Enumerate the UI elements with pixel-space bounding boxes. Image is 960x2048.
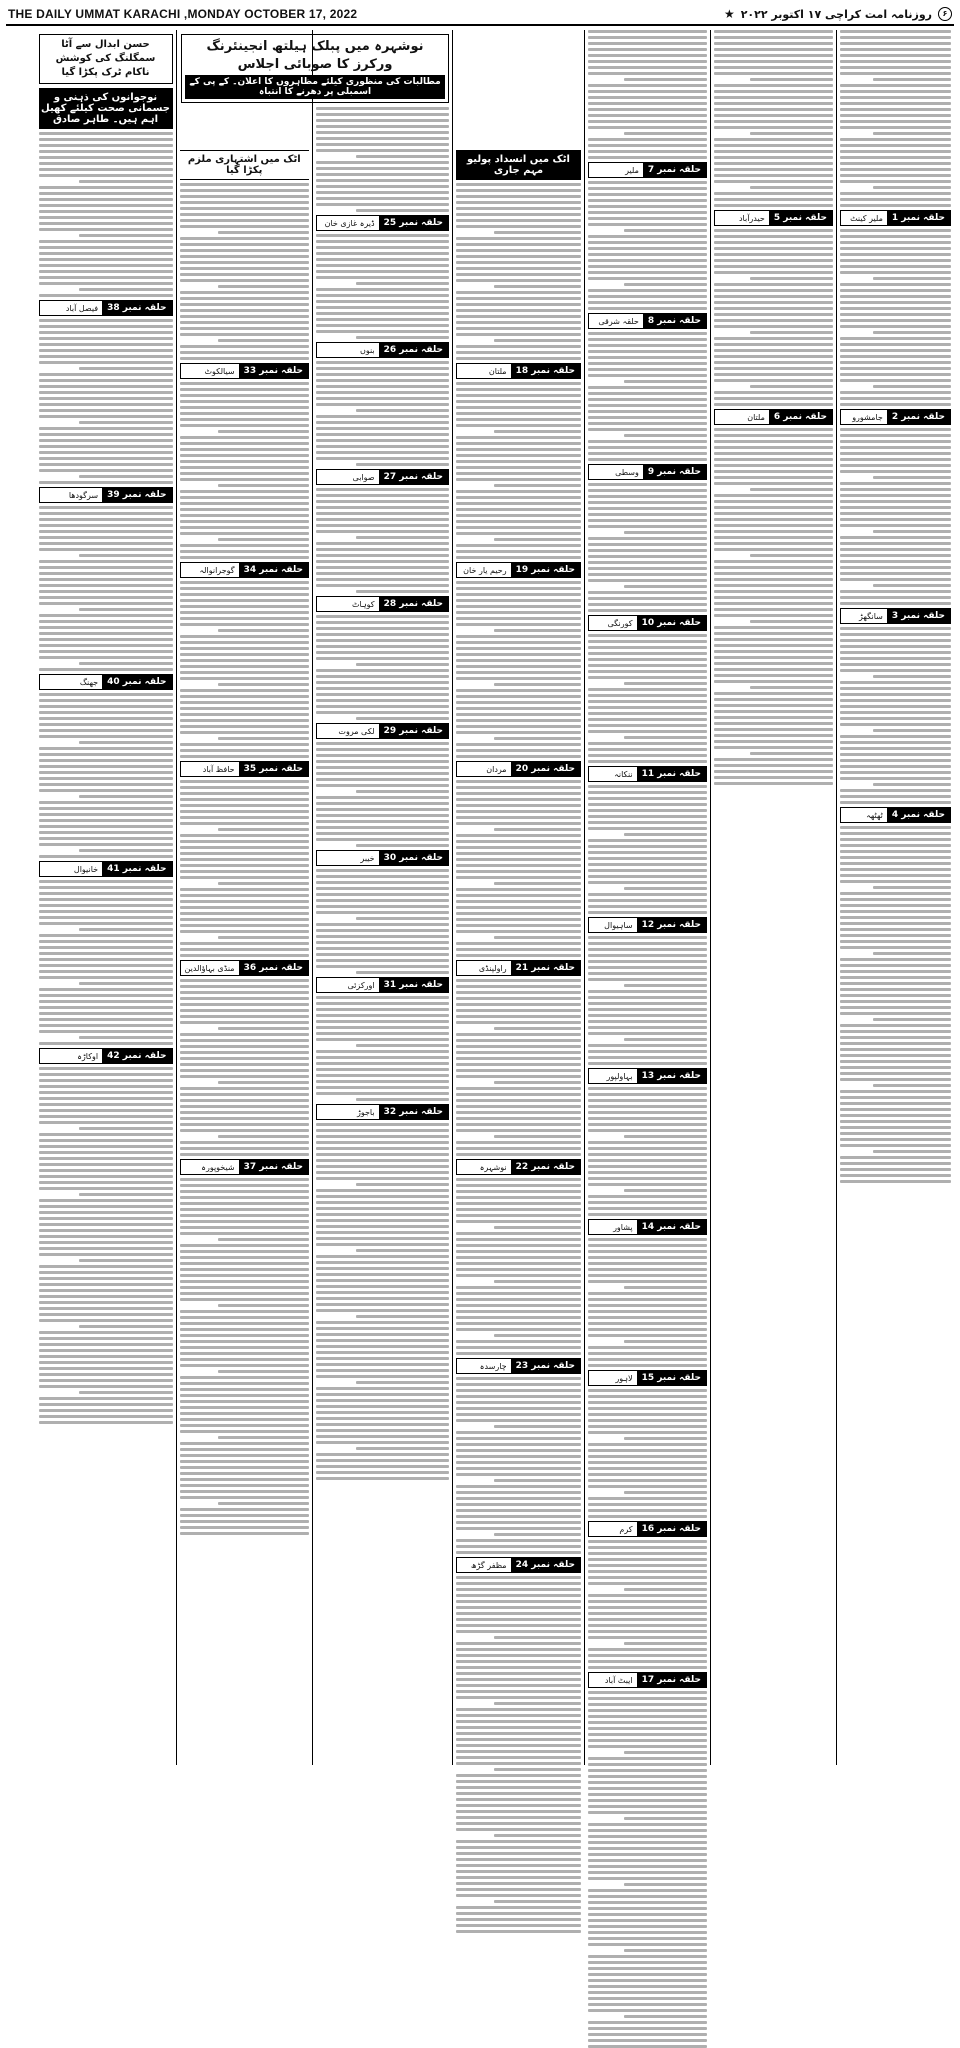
constituency-number: حلقہ نمبر 21 (511, 961, 580, 975)
column-c4 (452, 30, 584, 1765)
constituency-number: حلقہ نمبر 18 (511, 364, 580, 378)
constituency-name: ملتان (488, 366, 507, 376)
constituency-header (588, 1219, 707, 1235)
constituency-header (316, 850, 449, 866)
constituency-number: حلقہ نمبر 34 (239, 563, 308, 577)
constituency-name: جامشورو (852, 412, 883, 422)
constituency-number: حلقہ نمبر 10 (637, 616, 706, 630)
article-text-block (316, 869, 449, 974)
ummat-logo-icon: ۶ (938, 7, 952, 21)
article-text-block (39, 132, 173, 297)
article-text-block (588, 1389, 707, 1518)
article-text-block (714, 229, 833, 406)
article-text-block (180, 780, 310, 957)
article-text-block (456, 382, 581, 559)
constituency-header (39, 861, 173, 877)
constituency-name: گوجرانوالہ (199, 565, 235, 575)
article-text-block (456, 581, 581, 758)
constituency-header (840, 608, 951, 624)
constituency-name: مظفر گڑھ (470, 1560, 507, 1570)
constituency-number: حلقہ نمبر 27 (379, 470, 448, 484)
attock-polio-headline: اٹک میں انسداد پولیو مہم جاری (456, 150, 581, 180)
constituency-name: وسطی (615, 467, 639, 477)
constituency-name: راولپنڈی (478, 963, 507, 973)
constituency-header (180, 960, 310, 976)
constituency-header (840, 409, 951, 425)
constituency-number: حلقہ نمبر 1 (887, 211, 950, 225)
constituency-name: اوکاڑہ (77, 1051, 99, 1061)
constituency-number: حلقہ نمبر 36 (239, 961, 308, 975)
article-text-block (840, 826, 951, 1183)
constituency-header (39, 300, 173, 316)
constituency-header (588, 615, 707, 631)
constituency-header (39, 487, 173, 503)
constituency-number: حلقہ نمبر 2 (887, 410, 950, 424)
constituency-name: ایبٹ آباد (604, 1675, 633, 1685)
article-text-block (456, 1377, 581, 1554)
article-text-block (714, 30, 833, 207)
constituency-header (588, 162, 707, 178)
article-text-block (588, 936, 707, 1065)
article-text-block (316, 234, 449, 339)
constituency-number: حلقہ نمبر 16 (637, 1522, 706, 1536)
main-subheadline: مطالبات کی منظوری کیلئے مظاہروں کا اعلان۔ کے پی کے اسمبلی پر دھرنے کا انتباہ (185, 75, 445, 99)
constituency-header (316, 215, 449, 231)
article-text-block (588, 1238, 707, 1367)
constituency-header (316, 723, 449, 739)
article-text-block (316, 742, 449, 847)
constituency-number: حلقہ نمبر 13 (637, 1069, 706, 1083)
constituency-header (588, 313, 707, 329)
constituency-number: حلقہ نمبر 3 (887, 609, 950, 623)
constituency-number: حلقہ نمبر 24 (511, 1558, 580, 1572)
constituency-name: حافظ آباد (202, 764, 235, 774)
constituency-header (588, 917, 707, 933)
constituency-number: حلقہ نمبر 6 (769, 410, 832, 424)
constituency-number: حلقہ نمبر 33 (239, 364, 308, 378)
constituency-number: حلقہ نمبر 29 (379, 724, 448, 738)
article-text-block (39, 319, 173, 484)
article-text-block (39, 880, 173, 1045)
article-text-block (588, 1691, 707, 2048)
article-text-block (316, 615, 449, 720)
constituency-header (588, 1370, 707, 1386)
constituency-name: چارسدہ (479, 1361, 507, 1371)
constituency-header (316, 977, 449, 993)
constituency-number: حلقہ نمبر 41 (102, 862, 171, 876)
constituency-name: پشاور (613, 1222, 633, 1232)
constituency-number: حلقہ نمبر 37 (239, 1160, 308, 1174)
article-text-block (39, 1067, 173, 1424)
constituency-header (39, 674, 173, 690)
constituency-number: حلقہ نمبر 22 (511, 1160, 580, 1174)
constituency-header (588, 464, 707, 480)
constituency-header (39, 1048, 173, 1064)
constituency-header (714, 210, 833, 226)
constituency-number: حلقہ نمبر 11 (637, 767, 706, 781)
article-text-block (840, 428, 951, 605)
article-text-block (840, 229, 951, 406)
article-text-block (456, 183, 581, 360)
constituency-number: حلقہ نمبر 30 (379, 851, 448, 865)
article-text-block (840, 627, 951, 804)
article-text-block (588, 483, 707, 612)
constituency-number: حلقہ نمبر 35 (239, 762, 308, 776)
article-text-block (456, 979, 581, 1156)
constituency-name: صوابی (352, 472, 375, 482)
constituency-number: حلقہ نمبر 19 (511, 563, 580, 577)
constituency-name: سرگودھا (68, 490, 99, 500)
column-c3 (584, 30, 710, 1765)
column-c2 (710, 30, 836, 1765)
constituency-name: ملیر (625, 165, 639, 175)
constituency-name: شیخوپورہ (201, 1162, 235, 1172)
constituency-header (180, 1159, 310, 1175)
constituency-header (456, 1557, 581, 1573)
article-text-block (588, 30, 707, 159)
masthead-english: THE DAILY UMMAT KARACHI ,MONDAY OCTOBER 17, 2022 (8, 7, 358, 21)
article-text-block (180, 979, 310, 1156)
constituency-name: اورکزئی (347, 980, 375, 990)
article-text-block (180, 1178, 310, 1535)
constituency-name: لاہور (615, 1373, 633, 1383)
constituency-header (456, 562, 581, 578)
article-text-block (588, 181, 707, 310)
constituency-number: حلقہ نمبر 39 (102, 488, 171, 502)
constituency-name: حلقہ شرقی (598, 316, 639, 326)
constituency-name: جھنگ (79, 677, 99, 687)
headline-spacer (180, 30, 310, 100)
article-text-block (316, 361, 449, 466)
constituency-name: باجوڑ (356, 1107, 375, 1117)
constituency-name: ملیر کینٹ (850, 213, 883, 223)
constituency-name: مردان (486, 764, 507, 774)
constituency-name: حیدرآباد (738, 213, 765, 223)
constituency-name: ساہیوال (604, 920, 633, 930)
constituency-number: حلقہ نمبر 38 (102, 301, 171, 315)
constituency-name: بہاولپور (606, 1071, 633, 1081)
constituency-name: سانگھڑ (858, 611, 883, 621)
star-icon: ★ (723, 7, 735, 21)
constituency-name: کورنگی (607, 618, 633, 628)
constituency-header (588, 1521, 707, 1537)
masthead-urdu-wrap (724, 7, 952, 21)
article-text-block (180, 382, 310, 559)
constituency-number: حلقہ نمبر 26 (379, 343, 448, 357)
constituency-name: کوہاٹ (351, 599, 375, 609)
constituency-header (316, 596, 449, 612)
constituency-name: ڈیرہ غازی خان (324, 218, 375, 228)
constituency-number: حلقہ نمبر 8 (643, 314, 706, 328)
constituency-name: ملتان (747, 412, 765, 422)
article-text-block (456, 1576, 581, 1933)
constituency-name: منڈی بہاؤالدین (184, 963, 235, 973)
constituency-name: لکی مروت (338, 726, 375, 736)
constituency-header (840, 807, 951, 823)
article-text-block (588, 1540, 707, 1669)
constituency-header (456, 761, 581, 777)
constituency-name: خانیوال (73, 864, 99, 874)
main-headline: نوشہرہ میں پبلک ہیلتھ انجینئرنگ ورکرز کا صوبائی اجلاس (206, 39, 424, 72)
constituency-name: رحیم یار خان (463, 565, 507, 575)
constituency-number: حلقہ نمبر 4 (887, 808, 950, 822)
constituency-name: خیبر (360, 853, 375, 863)
left-mid-headline: نوجوانوں کی ذہنی و جسمانی صحت کیلئے کھیل اہم ہیں۔ طاہر صادق (39, 88, 173, 129)
constituency-number: حلقہ نمبر 23 (511, 1359, 580, 1373)
column-c1 (836, 30, 954, 1765)
article-text-block (180, 183, 310, 360)
constituency-header (588, 766, 707, 782)
article-text-block (39, 693, 173, 858)
constituency-number: حلقہ نمبر 31 (379, 978, 448, 992)
constituency-header (180, 562, 310, 578)
article-text-block (588, 785, 707, 914)
constituency-header (316, 342, 449, 358)
attock-arrest-headline: اٹک میں اشتہاری ملزم پکڑا گیا (180, 150, 310, 180)
left-top-headline-box (39, 34, 173, 84)
article-text-block (316, 488, 449, 593)
article-text-block (180, 581, 310, 758)
article-text-block (840, 30, 951, 207)
constituency-header (588, 1068, 707, 1084)
constituency-number: حلقہ نمبر 9 (643, 465, 706, 479)
constituency-name: کرم (619, 1524, 633, 1534)
constituency-header (456, 1159, 581, 1175)
constituency-header (456, 960, 581, 976)
constituency-name: ننکانہ (614, 769, 633, 779)
article-text-block (456, 780, 581, 957)
article-text-block (316, 996, 449, 1101)
constituency-number: حلقہ نمبر 40 (102, 675, 171, 689)
constituency-header (180, 363, 310, 379)
constituency-header (316, 469, 449, 485)
constituency-number: حلقہ نمبر 12 (637, 918, 706, 932)
constituency-number: حلقہ نمبر 20 (511, 762, 580, 776)
masthead-urdu: روزنامہ امت کراچی ۱۷ اکتوبر ۲۰۲۲ (740, 7, 932, 21)
constituency-number: حلقہ نمبر 5 (769, 211, 832, 225)
article-text-block (39, 506, 173, 671)
constituency-number: حلقہ نمبر 7 (643, 163, 706, 177)
constituency-header (316, 1104, 449, 1120)
constituency-name: بنوں (359, 345, 375, 355)
constituency-number: حلقہ نمبر 32 (379, 1105, 448, 1119)
columns (6, 30, 954, 1765)
constituency-header (588, 1672, 707, 1688)
constituency-name: فیصل آباد (65, 303, 99, 313)
constituency-header (180, 761, 310, 777)
article-text-block (588, 634, 707, 763)
masthead (6, 4, 954, 26)
article-text-block (588, 1087, 707, 1216)
constituency-number: حلقہ نمبر 25 (379, 216, 448, 230)
article-text-block (588, 332, 707, 461)
article-text-block (714, 428, 833, 785)
constituency-number: حلقہ نمبر 14 (637, 1220, 706, 1234)
constituency-number: حلقہ نمبر 28 (379, 597, 448, 611)
article-text-block (316, 107, 449, 212)
constituency-header (714, 409, 833, 425)
constituency-number: حلقہ نمبر 15 (637, 1371, 706, 1385)
constituency-header (456, 363, 581, 379)
constituency-number: حلقہ نمبر 42 (102, 1049, 171, 1063)
constituency-name: نوشہرہ (479, 1162, 507, 1172)
constituency-name: ٹھٹھہ (866, 810, 883, 820)
constituency-header (840, 210, 951, 226)
constituency-name: سیالکوٹ (204, 366, 235, 376)
column-c6 (176, 30, 313, 1765)
column-c7 (36, 30, 176, 1765)
constituency-number: حلقہ نمبر 17 (637, 1673, 706, 1687)
constituency-header (456, 1358, 581, 1374)
left-top-headline: حسن ابدال سے آٹا سمگلنگ کی کوشش ناکام ٹرک پکڑا گیا (55, 39, 156, 78)
article-text-block (316, 1123, 449, 1480)
article-text-block (456, 1178, 581, 1355)
